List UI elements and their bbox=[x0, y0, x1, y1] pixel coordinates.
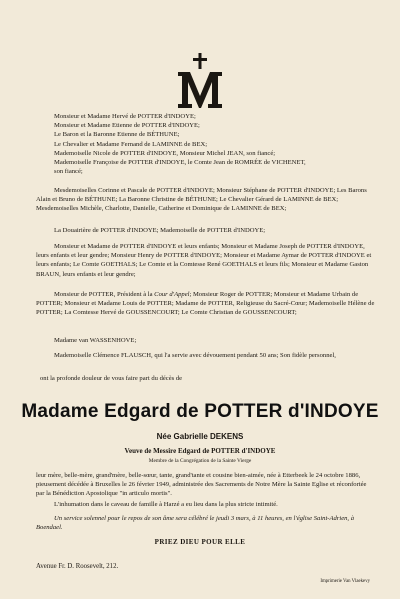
relatives-paragraph-2 bbox=[36, 290, 376, 318]
family-line: Monsieur et Madame Etienne de POTTER d'INDOYE; bbox=[54, 122, 200, 130]
inhumation-text: L'inhumation dans le caveau de famille à Harzé a eu lieu dans la plus stricte intimité. bbox=[54, 501, 278, 508]
inhumation-paragraph bbox=[36, 500, 376, 509]
wassenhove-paragraph bbox=[36, 336, 376, 345]
cross-monogram-icon bbox=[172, 52, 228, 112]
servante-paragraph bbox=[36, 351, 376, 360]
announce-text: ont la profonde douleur de vous faire part du décès de bbox=[40, 375, 183, 382]
relatives-text-2 bbox=[36, 290, 376, 318]
family-line: Mademoiselle Nicole de POTTER d'INDOYE, Monsieur Michel JEAN, son fiancé; bbox=[54, 149, 276, 157]
douairiere-text: La Douairière de POTTER d'INDOYE; Mademoiselle de POTTER d'INDOYE; bbox=[54, 227, 266, 234]
relatives-text-2-rest: ; Monsieur Roger de POTTER; Monsieur et Madame Urbain de POTTER; Monsieur et Madame Louis de POTTER; Madame de POTTER, Religieuse du Sacré-Cœur; Mademoiselle Hélène de POTTER; La Comtesse Hervé de GOUSSENCOURT; Le Comte Christian de GOUSSENCOURT; bbox=[36, 291, 375, 317]
grandchildren-text: Mesdemoiselles Corinne et Pascale de POTTER d'INDOYE; Monsieur Stéphane de POTTER d'INDOYE; Les Barons Alain et Bruno de BÉTHUNE; La Baronne Christine de BÉTHUNE; Le Chevalier Gérard de LAMINNE de BEX; Mesdemoiselles Michèle, Charlotte, Danielle, Catherine et Dominique de LAMINNE de BEX; bbox=[36, 187, 367, 213]
relatives-paragraph-1 bbox=[36, 242, 376, 279]
family-line: Le Chevalier et Madame Fernand de LAMINNE de BEX; bbox=[54, 140, 208, 148]
family-line: Mademoiselle Françoise de POTTER d'INDOYE, le Comte Jean de ROMRÉE de VICHENET, son fiancé; bbox=[54, 159, 306, 176]
servante-text: Mademoiselle Clémence FLAUSCH, qui l'a servie avec dévouement pendant 50 ans; Son fidèle personnel, bbox=[54, 352, 336, 359]
relatives-text-1: Monsieur et Madame de POTTER d'INDOYE et leurs enfants; Monsieur et Madame Joseph de POTTER d'INDOYE, leurs enfants et leur gendre; Monsieur Henry de POTTER d'INDOYE; Monsieur et Madame Aymar de POTTER d'INDOYE et leurs enfants; Le Comte GOETHALS; Le Comte et la Comtesse René GOETHALS et leurs fils; Monsieur et Madame Gaston BRAUN, leurs enfants et leur gendre; bbox=[36, 243, 372, 278]
announce-paragraph bbox=[36, 374, 376, 383]
douairiere-paragraph bbox=[36, 226, 376, 235]
maiden-name: Née Gabrielle DEKENS bbox=[156, 432, 244, 441]
member-line: Membre de la Congrégation de la Sainte Vierge bbox=[148, 458, 252, 464]
wassenhove-text: Madame van WASSENHOVE; bbox=[54, 337, 137, 344]
relatives-text-2-prefix: Monsieur de POTTER, Président à la bbox=[54, 291, 155, 298]
service-text-italic: Un service solennel pour le repos de son âme sera célébré le jeudi 3 mars, à 11 heures, en l'église Saint-Adrien, à Boendael. bbox=[36, 515, 355, 532]
bio-paragraph bbox=[36, 471, 376, 499]
grandchildren-paragraph bbox=[36, 186, 376, 214]
service-paragraph bbox=[36, 514, 376, 532]
relatives-text-2-italic: Cour d'Appel bbox=[154, 291, 190, 298]
deceased-name: Madame Edgard de POTTER d'INDOYE bbox=[21, 401, 379, 422]
address-line: Avenue Fr. D. Roosevelt, 212. bbox=[36, 563, 119, 570]
service-text bbox=[36, 514, 376, 532]
prayer-line: PRIEZ DIEU POUR ELLE bbox=[154, 538, 246, 546]
family-line: Le Baron et la Baronne Etienne de BÉTHUNE; bbox=[54, 131, 180, 139]
family-line: Monsieur et Madame Hervé de POTTER d'INDOYE; bbox=[54, 113, 196, 120]
bio-text: leur mère, belle-mère, grand'mère, belle-sœur, tante, grand'tante et cousine bien-aimée, née à Etterbeek le 24 octobre 1886, pieusement décédée à Bruxelles le 26 février 1949, administrée des Sacrements de Notre Mère la Sainte Eglise et réconfortée par la Bénédiction Apostolique "in articulo mortis". bbox=[36, 472, 367, 498]
printer-line: Imprimerie Van Vlaekevy bbox=[320, 579, 370, 584]
widow-line: Veuve de Messire Edgard de POTTER d'INDOYE bbox=[124, 447, 276, 455]
family-list bbox=[36, 112, 376, 176]
